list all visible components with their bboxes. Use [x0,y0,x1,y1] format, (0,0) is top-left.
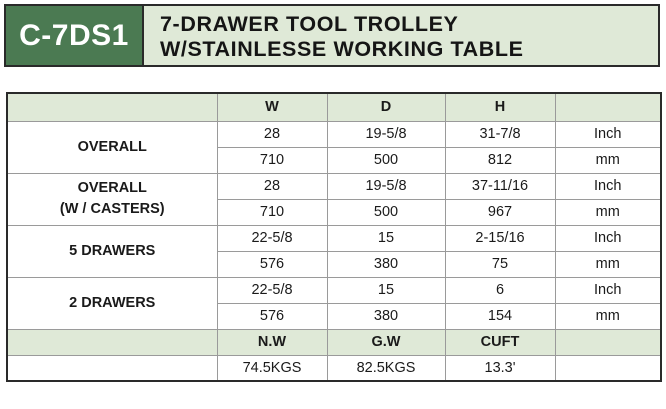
cell-h: 37-11/16 [445,173,555,199]
product-title-line-2: W/STAINLESSE WORKING TABLE [160,37,524,61]
model-code: C-7DS1 [6,6,144,65]
cell-d: 19-5/8 [327,173,445,199]
weights-value-blank [7,355,217,381]
cell-unit: Inch [555,121,661,147]
product-title [144,6,658,65]
row-label-line-1: OVERALL [77,180,147,196]
weights-value-blank-end [555,355,661,381]
header-cell-w: W [217,93,327,121]
cell-w: 710 [217,199,327,225]
cell-d: 380 [327,303,445,329]
cell-w: 576 [217,303,327,329]
cell-w: 22-5/8 [217,225,327,251]
row-label-line-1: OVERALL [77,138,147,155]
cell-w: 28 [217,173,327,199]
cell-d: 15 [327,277,445,303]
cell-h: 812 [445,147,555,173]
table-row [7,225,661,251]
header-cell-d: D [327,93,445,121]
cell-unit: mm [555,251,661,277]
header-cell-unit [555,93,661,121]
row-label-5-drawers [7,225,217,277]
row-label-overall-casters [7,173,217,225]
header-cell-cuft: CUFT [445,329,555,355]
cell-unit: mm [555,303,661,329]
row-label-2-drawers [7,277,217,329]
cell-w: 28 [217,121,327,147]
cell-w: 710 [217,147,327,173]
cell-w: 576 [217,251,327,277]
cell-unit: mm [555,199,661,225]
weights-header-blank-end [555,329,661,355]
cell-d: 380 [327,251,445,277]
table-row [7,173,661,199]
cell-unit: Inch [555,225,661,251]
cell-unit: mm [555,147,661,173]
header-cell-net-weight: N.W [217,329,327,355]
weights-header-row [7,329,661,355]
row-label-line-1: 2 DRAWERS [69,294,156,311]
cell-h: 75 [445,251,555,277]
cuft-value: 13.3' [445,355,555,381]
cell-d: 500 [327,199,445,225]
title-banner [4,4,660,67]
weights-values-row [7,355,661,381]
table-row [7,121,661,147]
weights-header-blank [7,329,217,355]
row-label-line-1: 5 DRAWERS [69,242,156,259]
gross-weight-value: 82.5KGS [327,355,445,381]
table-header-row [7,93,661,121]
dimensions-table [6,92,662,382]
cell-h: 6 [445,277,555,303]
cell-w: 22-5/8 [217,277,327,303]
cell-d: 15 [327,225,445,251]
header-cell-h: H [445,93,555,121]
product-title-line-1: 7-DRAWER TOOL TROLLEY [160,12,459,36]
net-weight-value: 74.5KGS [217,355,327,381]
header-cell-gross-weight: G.W [327,329,445,355]
header-cell-blank [7,93,217,121]
cell-h: 31-7/8 [445,121,555,147]
table-row [7,277,661,303]
cell-h: 967 [445,199,555,225]
row-label-overall [7,121,217,173]
cell-unit: Inch [555,277,661,303]
cell-unit: Inch [555,173,661,199]
row-label-line-2: (W / CASTERS) [59,201,165,217]
cell-h: 2-15/16 [445,225,555,251]
cell-d: 500 [327,147,445,173]
cell-d: 19-5/8 [327,121,445,147]
cell-h: 154 [445,303,555,329]
